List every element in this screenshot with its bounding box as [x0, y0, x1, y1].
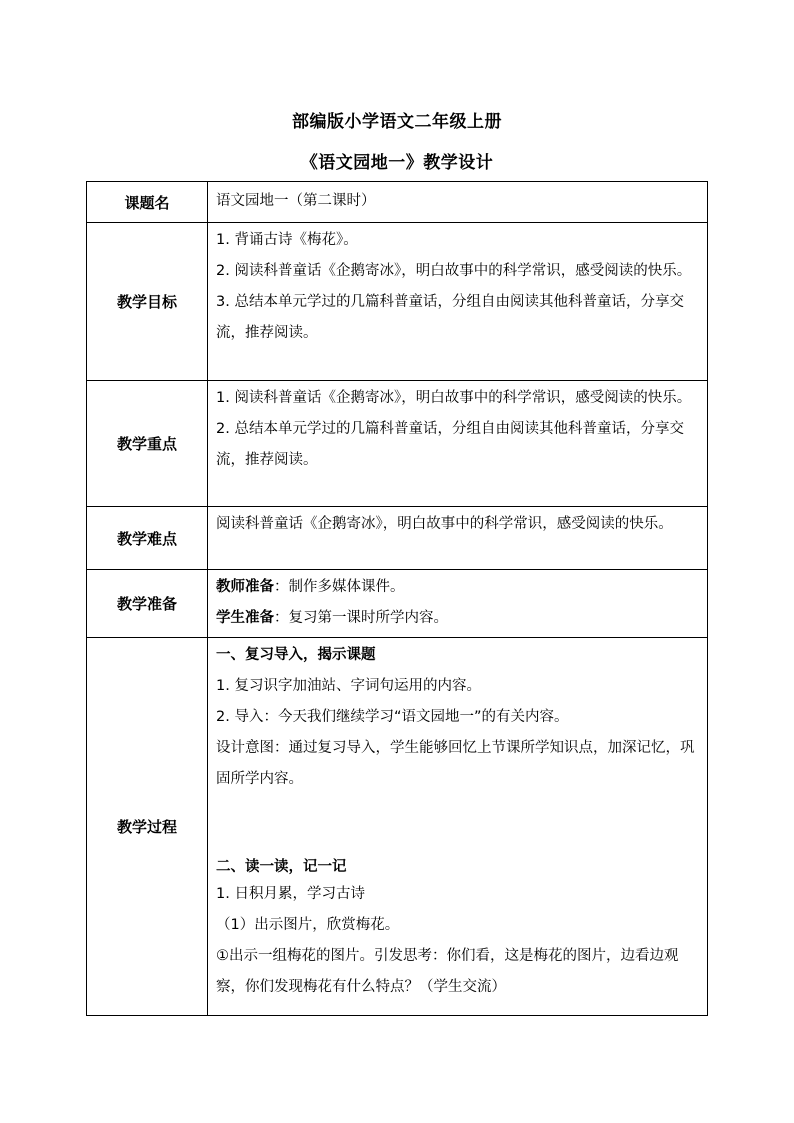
- difficulty-label: 教学难点: [87, 507, 208, 570]
- row-process: [87, 638, 708, 1016]
- topic-text: 语文园地一（第二课时）: [216, 193, 376, 209]
- key-point-item: 1. 阅读科普童话《企鹅寄冰》，明白故事中的科学常识，感受阅读的快乐。: [216, 390, 692, 406]
- row-topic: [87, 182, 708, 223]
- row-difficulty: [87, 507, 708, 570]
- student-preparation-label: 学生准备: [216, 610, 274, 626]
- process-item: （1）出示图片，欣赏梅花。: [216, 917, 400, 933]
- process-item: 1. 日积月累，学习古诗: [216, 886, 365, 902]
- teacher-preparation-label: 教师准备: [216, 579, 274, 595]
- process-item: 设计意图：通过复习导入，学生能够回忆上节课所学知识点，加深记忆，巩固所学内容。: [216, 740, 695, 787]
- objective-item: 1. 背诵古诗《梅花》。: [216, 232, 358, 248]
- difficulty-content: [208, 507, 708, 570]
- topic-value: [208, 182, 708, 223]
- preparation-content: [208, 570, 708, 638]
- process-item: ①出示一组梅花的图片。引发思考：你们看，这是梅花的图片，边看边观察，你们发现梅花有什么特点？（学生交流）: [216, 948, 679, 995]
- process-item: 1. 复习识字加油站、字词句运用的内容。: [216, 678, 481, 694]
- key-point-item: 2. 总结本单元学过的几篇科普童话，分组自由阅读其他科普童话，分享交流，推荐阅读。: [216, 421, 684, 468]
- process-label: 教学过程: [87, 638, 208, 1016]
- preparation-label: 教学准备: [87, 570, 208, 638]
- row-preparation: [87, 570, 708, 638]
- row-key-points: [87, 381, 708, 507]
- objectives-label: 教学目标: [87, 223, 208, 381]
- objective-item: 2. 阅读科普童话《企鹅寄冰》，明白故事中的科学常识，感受阅读的快乐。: [216, 263, 692, 279]
- topic-label: 课题名: [87, 182, 208, 223]
- teacher-preparation: [216, 572, 699, 603]
- student-preparation-text: ：复习第一课时所学内容。: [274, 610, 448, 626]
- teacher-preparation-text: ：制作多媒体课件。: [274, 579, 405, 595]
- process-content: [208, 638, 708, 1016]
- student-preparation: [216, 603, 699, 634]
- objectives-content: [208, 223, 708, 381]
- blank-space: [216, 795, 699, 853]
- key-points-content: [208, 381, 708, 507]
- process-section1-heading: 一、复习导入，揭示课题: [216, 647, 376, 663]
- process-section2-heading: 二、读一读，记一记: [216, 859, 347, 875]
- document-subtitle: 《语文园地一》教学设计: [300, 153, 494, 173]
- key-points-label: 教学重点: [87, 381, 208, 507]
- row-objectives: [87, 223, 708, 381]
- lesson-plan-table: [86, 181, 708, 1016]
- process-item: 2. 导入：今天我们继续学习“语文园地一”的有关内容。: [216, 709, 569, 725]
- difficulty-text: 阅读科普童话《企鹅寄冰》，明白故事中的科学常识，感受阅读的快乐。: [216, 516, 673, 532]
- objective-item: 3. 总结本单元学过的几篇科普童话，分组自由阅读其他科普童话，分享交流，推荐阅读。: [216, 294, 684, 341]
- document-title: 部编版小学语文二年级上册: [292, 112, 502, 132]
